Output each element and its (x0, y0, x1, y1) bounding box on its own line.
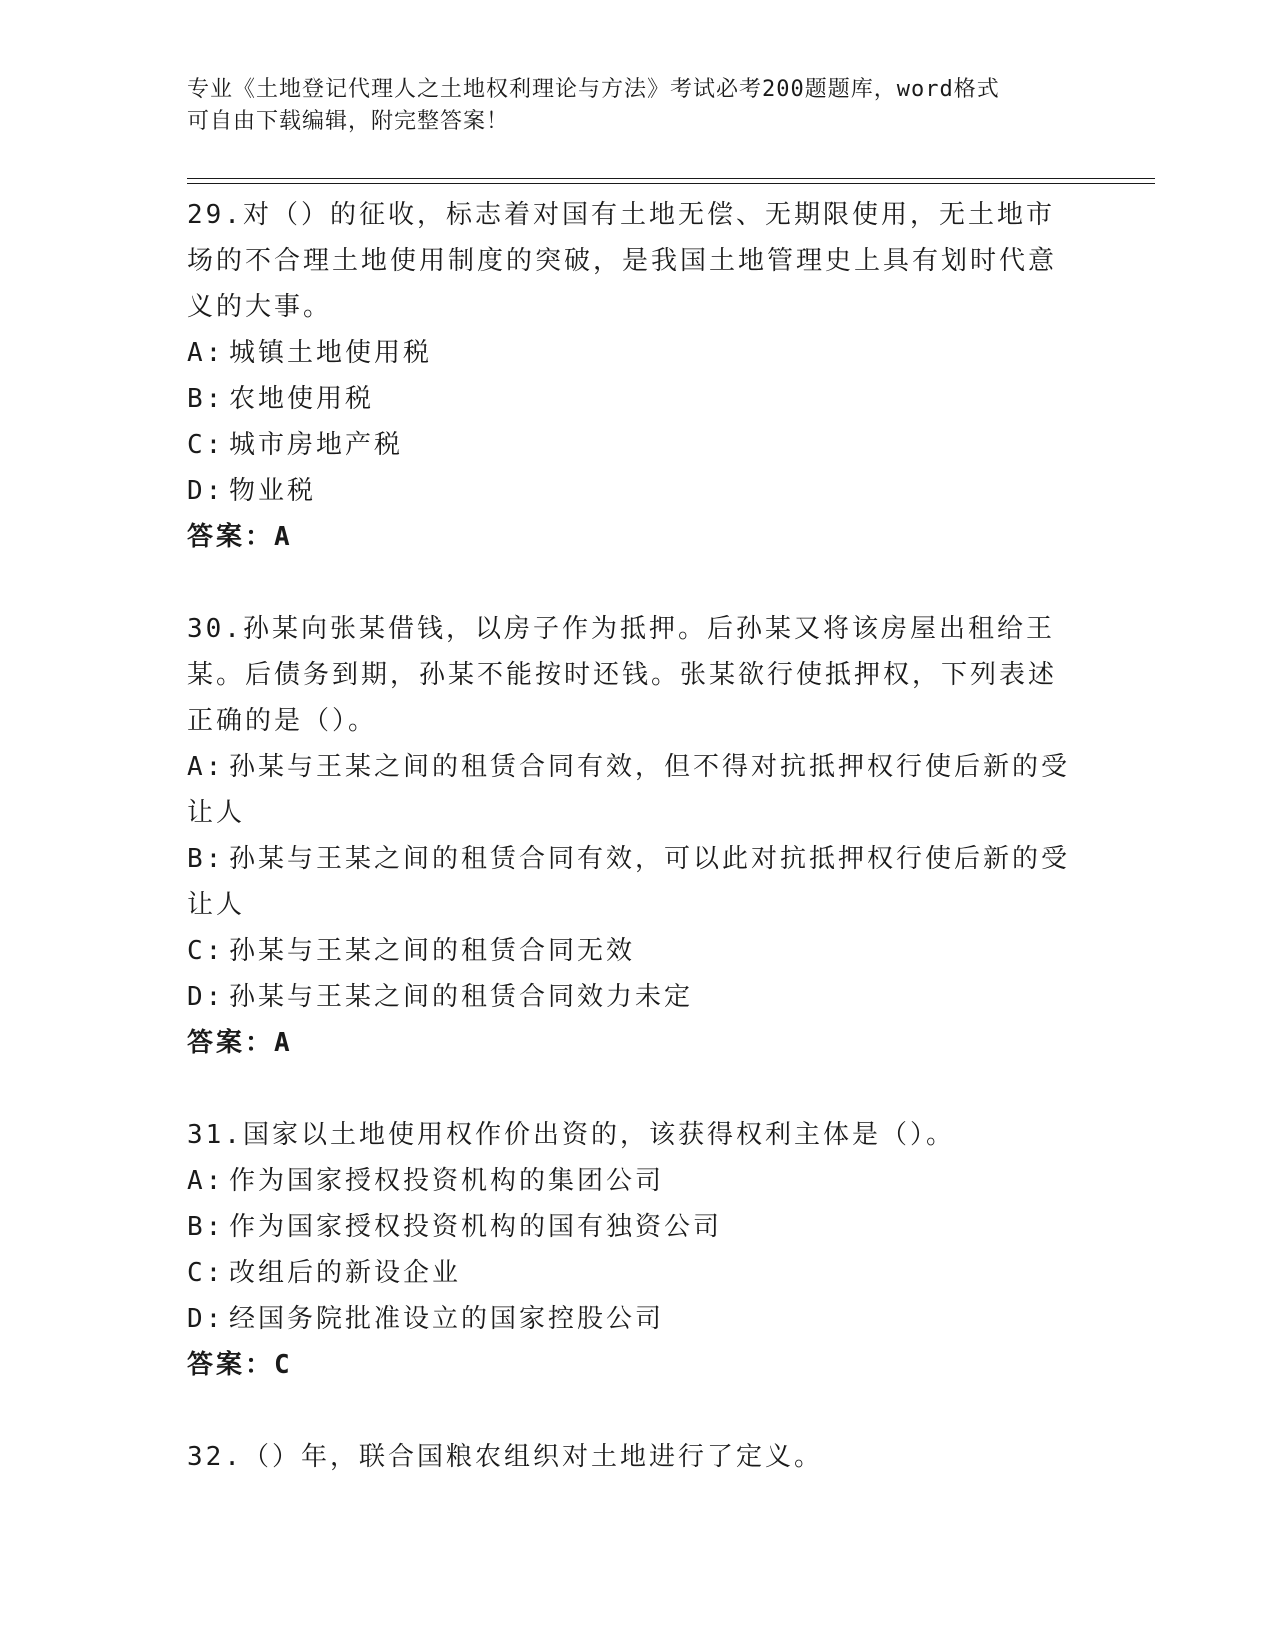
question-stem: 30.孙某向张某借钱，以房子作为抵押。后孙某又将该房屋出租给王某。后债务到期，孙某不能按时还钱。张某欲行使抵押权，下列表述正确的是（）。 (187, 614, 1058, 736)
question-32 (187, 1434, 1077, 1480)
option-c (187, 422, 1077, 468)
option-text: 作为国家授权投资机构的国有独资公司 (229, 1212, 723, 1242)
question-stem: 31.国家以土地使用权作价出资的，该获得权利主体是（）。 (187, 1120, 955, 1150)
question-stem: 32.（）年，联合国粮农组织对土地进行了定义。 (187, 1442, 823, 1472)
option-d (187, 974, 1077, 1020)
answer: 答案：C (187, 1350, 293, 1380)
option-letter: B: (187, 844, 225, 874)
option-letter: A: (187, 752, 225, 782)
option-letter: D: (187, 476, 225, 506)
option-letter: D: (187, 982, 225, 1012)
option-d (187, 468, 1077, 514)
header-line-1: 专业《土地登记代理人之土地权利理论与方法》考试必考200题题库，word格式 (187, 77, 1000, 102)
option-text: 物业税 (229, 476, 317, 506)
option-text: 孙某与王某之间的租赁合同无效 (229, 936, 636, 966)
question-30 (187, 606, 1077, 1066)
question-29 (187, 192, 1077, 560)
option-d (187, 1296, 1077, 1342)
header-line-2: 可自由下载编辑，附完整答案！ (187, 109, 510, 134)
option-letter: B: (187, 384, 225, 414)
option-letter: A: (187, 338, 225, 368)
answer: 答案：A (187, 522, 293, 552)
option-text: 农地使用税 (229, 384, 375, 414)
option-text: 孙某与王某之间的租赁合同有效，但不得对抗抵押权行使后新的受让人 (187, 752, 1071, 828)
option-letter: B: (187, 1212, 225, 1242)
answer: 答案：A (187, 1028, 293, 1058)
option-b (187, 1204, 1077, 1250)
option-c (187, 928, 1077, 974)
option-a (187, 1158, 1077, 1204)
option-a (187, 330, 1077, 376)
option-b (187, 376, 1077, 422)
option-text: 孙某与王某之间的租赁合同效力未定 (229, 982, 694, 1012)
option-letter: C: (187, 430, 225, 460)
option-text: 作为国家授权投资机构的集团公司 (229, 1166, 665, 1196)
header-divider-top (187, 178, 1155, 179)
question-list (187, 192, 1077, 1526)
option-text: 城市房地产税 (229, 430, 404, 460)
option-text: 经国务院批准设立的国家控股公司 (229, 1304, 665, 1334)
option-text: 孙某与王某之间的租赁合同有效，可以此对抗抵押权行使后新的受让人 (187, 844, 1071, 920)
option-a (187, 744, 1077, 836)
option-letter: A: (187, 1166, 225, 1196)
document-header (187, 74, 1087, 138)
option-letter: C: (187, 936, 225, 966)
option-letter: D: (187, 1304, 225, 1334)
question-31 (187, 1112, 1077, 1388)
question-stem: 29.对（）的征收，标志着对国有土地无偿、无期限使用，无土地市场的不合理土地使用制度的突破，是我国土地管理史上具有划时代意义的大事。 (187, 200, 1058, 322)
option-text: 城镇土地使用税 (229, 338, 433, 368)
option-b (187, 836, 1077, 928)
option-c (187, 1250, 1077, 1296)
option-text: 改组后的新设企业 (229, 1258, 462, 1288)
header-divider-bottom (187, 183, 1155, 184)
option-letter: C: (187, 1258, 225, 1288)
